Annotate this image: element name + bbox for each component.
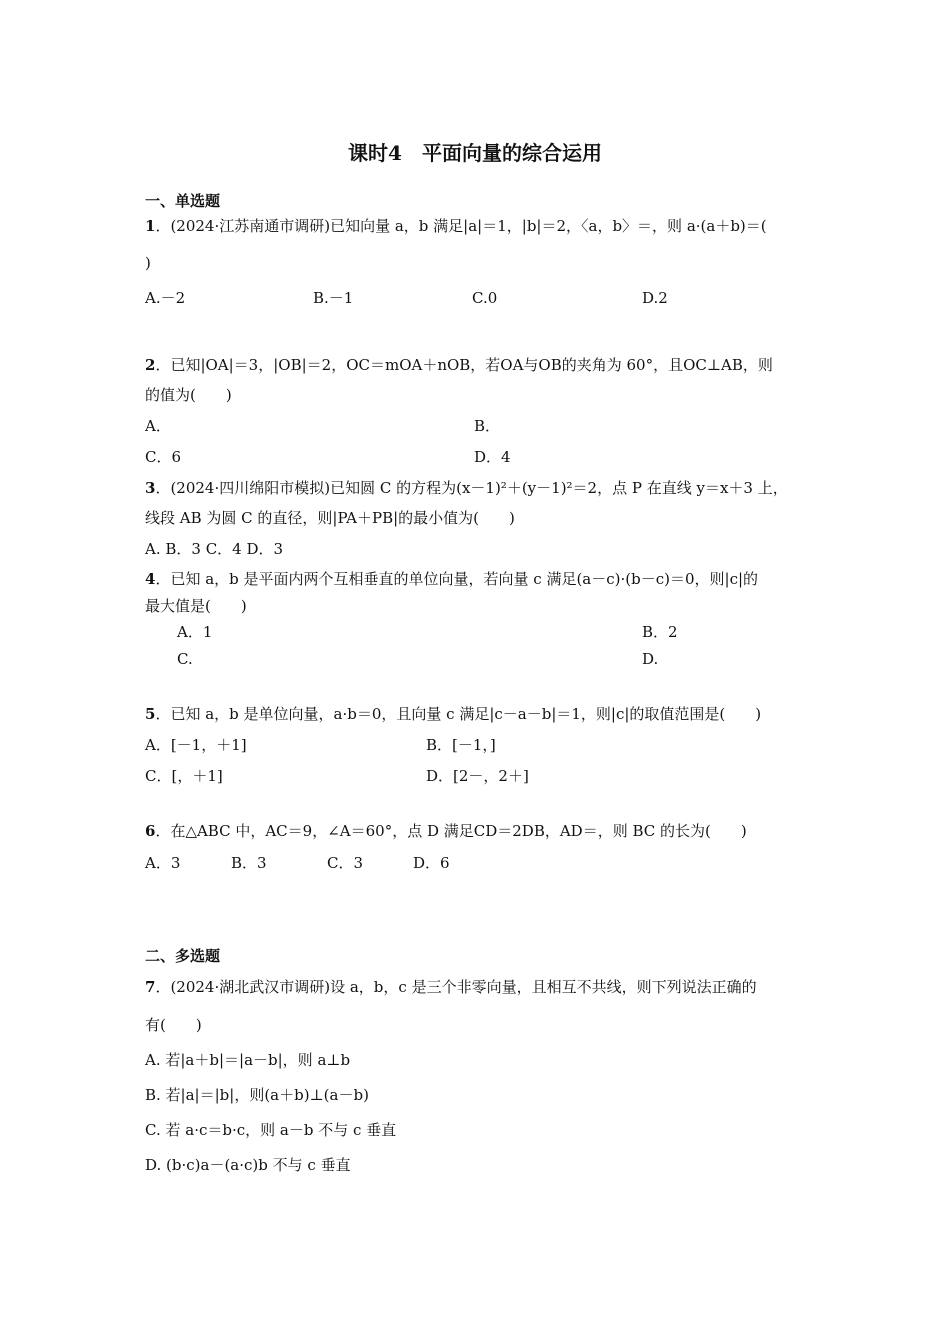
question-5-option-b: B．[－1，] (426, 736, 496, 754)
question-2-option-b: B． (474, 417, 501, 435)
question-text: ．在△ABC 中，AC＝9，∠A＝60°，点 D 满足CD＝2DB，AD＝，则 BC 的长为( ) (155, 822, 747, 840)
question-1-option-c: C.0 (472, 289, 498, 307)
question-2-option-d: D．4 (474, 448, 511, 466)
question-6-option-d: D．6 (413, 854, 450, 872)
question-7-option-c: C. 若 a·c＝b·c，则 a－b 不与 c 垂直 (145, 1121, 397, 1139)
question-text: ．(2024·湖北武汉市调研)设 a，b，c 是三个非零向量，且相互不共线，则下列说法正确的 (155, 978, 757, 996)
question-6-option-a: A．3 (145, 854, 181, 872)
question-2-option-c: C．6 (145, 448, 182, 466)
question-number: 2 (145, 356, 156, 374)
question-6-option-c: C．3 (327, 854, 364, 872)
question-number: 3 (145, 479, 156, 497)
question-1-option-a: A.－2 (145, 289, 186, 307)
question-7-option-d: D. (b·c)a－(a·c)b 不与 c 垂直 (145, 1156, 351, 1174)
question-number: 1 (145, 217, 156, 235)
section-heading-single-choice: 一、单选题 (145, 192, 221, 210)
question-7-stem-cont: 有( ) (145, 1016, 202, 1034)
question-4-stem (145, 569, 758, 589)
question-5-option-c: C．[，＋1] (145, 767, 223, 785)
question-5-stem (145, 704, 761, 724)
question-number: 7 (145, 978, 156, 996)
section-heading-multiple-choice: 二、多选题 (145, 947, 221, 965)
question-4-option-d: D. (642, 650, 659, 668)
question-6-option-b: B．3 (231, 854, 267, 872)
page-title: 课时4 平面向量的综合运用 (348, 141, 602, 165)
question-1-option-d: D.2 (642, 289, 668, 307)
question-1-option-b: B.－1 (313, 289, 354, 307)
question-5-option-a: A．[－1，＋1] (145, 736, 247, 754)
question-number: 6 (145, 822, 156, 840)
question-4-option-a: A．1 (177, 623, 213, 641)
question-3-options: A. B．3 C．4 D．3 (145, 540, 284, 558)
question-6-stem (145, 821, 747, 841)
question-text: ．已知 a，b 是平面内两个互相垂直的单位向量，若向量 c 满足(a－c)·(b－c)＝0，则|c|的 (155, 570, 759, 588)
question-7-option-b: B. 若|a|＝|b|，则(a＋b)⊥(a－b) (145, 1086, 369, 1104)
question-4-option-c: C. (177, 650, 193, 668)
question-1-stem (145, 216, 767, 236)
question-7-stem (145, 977, 757, 997)
question-4-stem-cont: 最大值是( ) (145, 597, 247, 615)
question-text: ．已知|OA|＝3，|OB|＝2，OC＝mOA＋nOB，若OA与OB的夹角为 60°，且OC⊥AB，则 (155, 356, 773, 374)
question-1-stem-cont: ) (145, 254, 151, 272)
question-2-stem (145, 355, 773, 375)
question-2-stem-cont: 的值为( ) (145, 386, 232, 404)
question-2-option-a: A． (145, 417, 171, 435)
question-3-stem-cont: 线段 AB 为圆 C 的直径，则|PA＋PB|的最小值为( ) (145, 509, 515, 527)
question-text: ．已知 a，b 是单位向量，a·b＝0，且向量 c 满足|c－a－b|＝1，则|c|的取值范围是( ) (155, 705, 762, 723)
question-number: 5 (145, 705, 156, 723)
question-text: ．(2024·江苏南通市调研)已知向量 a，b 满足|a|＝1，|b|＝2，〈a，b〉＝，则 a·(a＋b)＝( (155, 217, 767, 235)
question-3-stem (145, 478, 788, 498)
question-5-option-d: D．[2－，2＋] (426, 767, 529, 785)
question-number: 4 (145, 570, 156, 588)
question-7-option-a: A. 若|a＋b|＝|a－b|，则 a⊥b (145, 1051, 351, 1069)
question-text: ．(2024·四川绵阳市模拟)已知圆 C 的方程为(x－1)²＋(y－1)²＝2，点 P 在直线 y＝x＋3 上， (155, 479, 788, 497)
question-4-option-b: B．2 (642, 623, 678, 641)
